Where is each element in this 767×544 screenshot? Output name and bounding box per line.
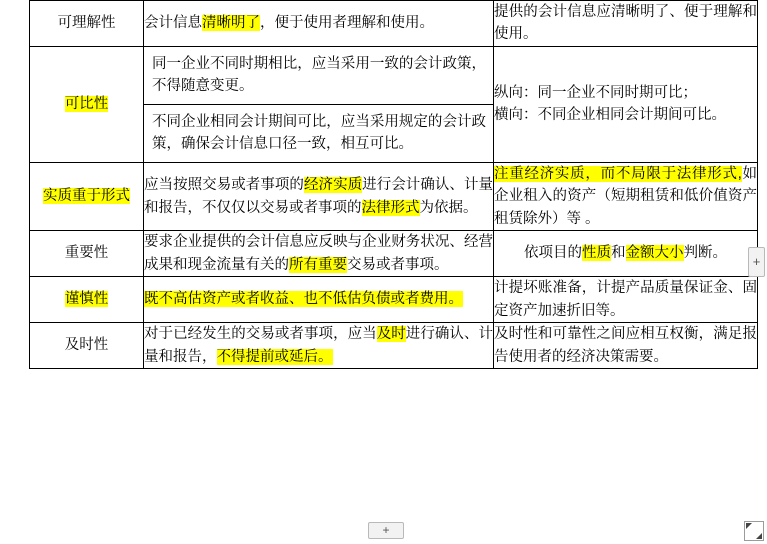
note-line [494,82,757,104]
text-segment-highlight: 注重经济实质，而不局限于法律形式, [494,165,742,182]
definition-part-row [144,104,493,161]
principle-label: 可比性 [64,96,109,113]
text-segment: 判断。 [683,245,727,262]
table-row [30,231,758,277]
resize-handle-icon[interactable] [744,521,764,541]
row-principle-cell [30,1,144,47]
row-definition-cell [144,277,494,323]
principle-label: 重要性 [64,245,109,262]
definition-part [144,47,493,104]
principle-label: 实质重于形式 [43,188,130,205]
row-definition-cell [144,231,494,277]
text-segment: 进行会计确认、计量和报告，不仅仅以交易或者事项的 [144,177,494,216]
row-definition-cell [144,46,494,162]
row-definition-cell [144,1,494,47]
text-segment: 纵向：同一企业不同时期可比； [494,84,697,101]
text-segment: 交易或者事项。 [347,256,449,273]
definition-split-table [144,47,493,162]
table-body [30,1,758,369]
row-note-cell [494,323,758,369]
text-segment: 进行确认、计量和报告， [144,326,494,365]
definition-part-row [144,47,493,104]
row-principle-cell [30,323,144,369]
text-segment: 横向：不同企业相同会计期间可比。 [494,107,726,124]
row-note-cell [494,46,758,162]
table-row [30,1,758,47]
note-line [494,104,757,126]
text-segment-highlight: 既不高估资产或者收益、也不低估负债或者费用。 [144,291,463,308]
row-note-cell [494,277,758,323]
text-segment-highlight: 及时 [376,326,406,343]
definition-part [144,104,493,161]
principle-label: 可理解性 [57,15,116,32]
text-segment: 同一企业不同时期相比，应当采用一致的会计政策，不得随意变更。 [152,55,486,95]
text-segment-highlight: 所有重要 [289,256,347,273]
row-note-cell [494,231,758,277]
table-row [30,162,758,230]
text-segment: 不同企业相同会计期间可比，应当采用规定的会计政策，确保会计信息口径一致，相互可比。 [152,113,486,153]
text-segment: 会计信息 [144,15,202,32]
text-segment: 提供的会计信息应清晰明了、便于理解和使用。 [494,4,757,43]
text-segment-highlight: 清晰明了 [202,15,260,32]
text-segment-highlight: 法律形式 [361,199,420,216]
text-segment: 依项目的 [524,245,582,262]
row-definition-cell [144,162,494,230]
row-principle-cell [30,162,144,230]
text-segment-highlight: 经济实质 [303,177,363,194]
row-note-cell [494,1,758,47]
text-segment: 及时性和可靠性之间应相互权衡，满足报告使用者的经济决策需要。 [494,326,757,365]
text-segment: 为依据。 [419,199,478,216]
text-segment: 如企业租入的资产（短期租赁和低价值资产租赁除外）等 。 [494,165,757,227]
row-definition-cell [144,323,494,369]
add-row-button[interactable]: + [368,522,404,539]
table-row [30,277,758,323]
text-segment: 计提坏账准备，计提产品质量保证金、固定资产加速折旧等。 [494,280,757,319]
row-principle-cell [30,231,144,277]
text-segment: 应当按照交易或者事项的 [144,177,304,194]
text-segment: 对于已经发生的交易或者事项，应当 [144,326,377,343]
accounting-principles-table [29,0,758,369]
text-segment: 要求企业提供的会计信息应反映与企业财务状况、经营成果和现金流量有关的 [144,234,493,273]
row-principle-cell [30,46,144,162]
table-row [30,46,758,162]
text-segment: 和 [611,245,626,262]
principle-label: 及时性 [64,337,109,354]
text-segment-highlight: 性质 [582,245,611,262]
row-principle-cell [30,277,144,323]
text-segment: ，便于使用者理解和使用。 [260,15,434,32]
text-segment-highlight: 不得提前或延后。 [216,348,333,365]
principle-label: 谨慎性 [64,291,109,308]
row-note-cell [494,162,758,230]
add-column-button[interactable]: + [748,247,765,277]
table-row [30,323,758,369]
text-segment-highlight: 金额大小 [625,245,684,262]
